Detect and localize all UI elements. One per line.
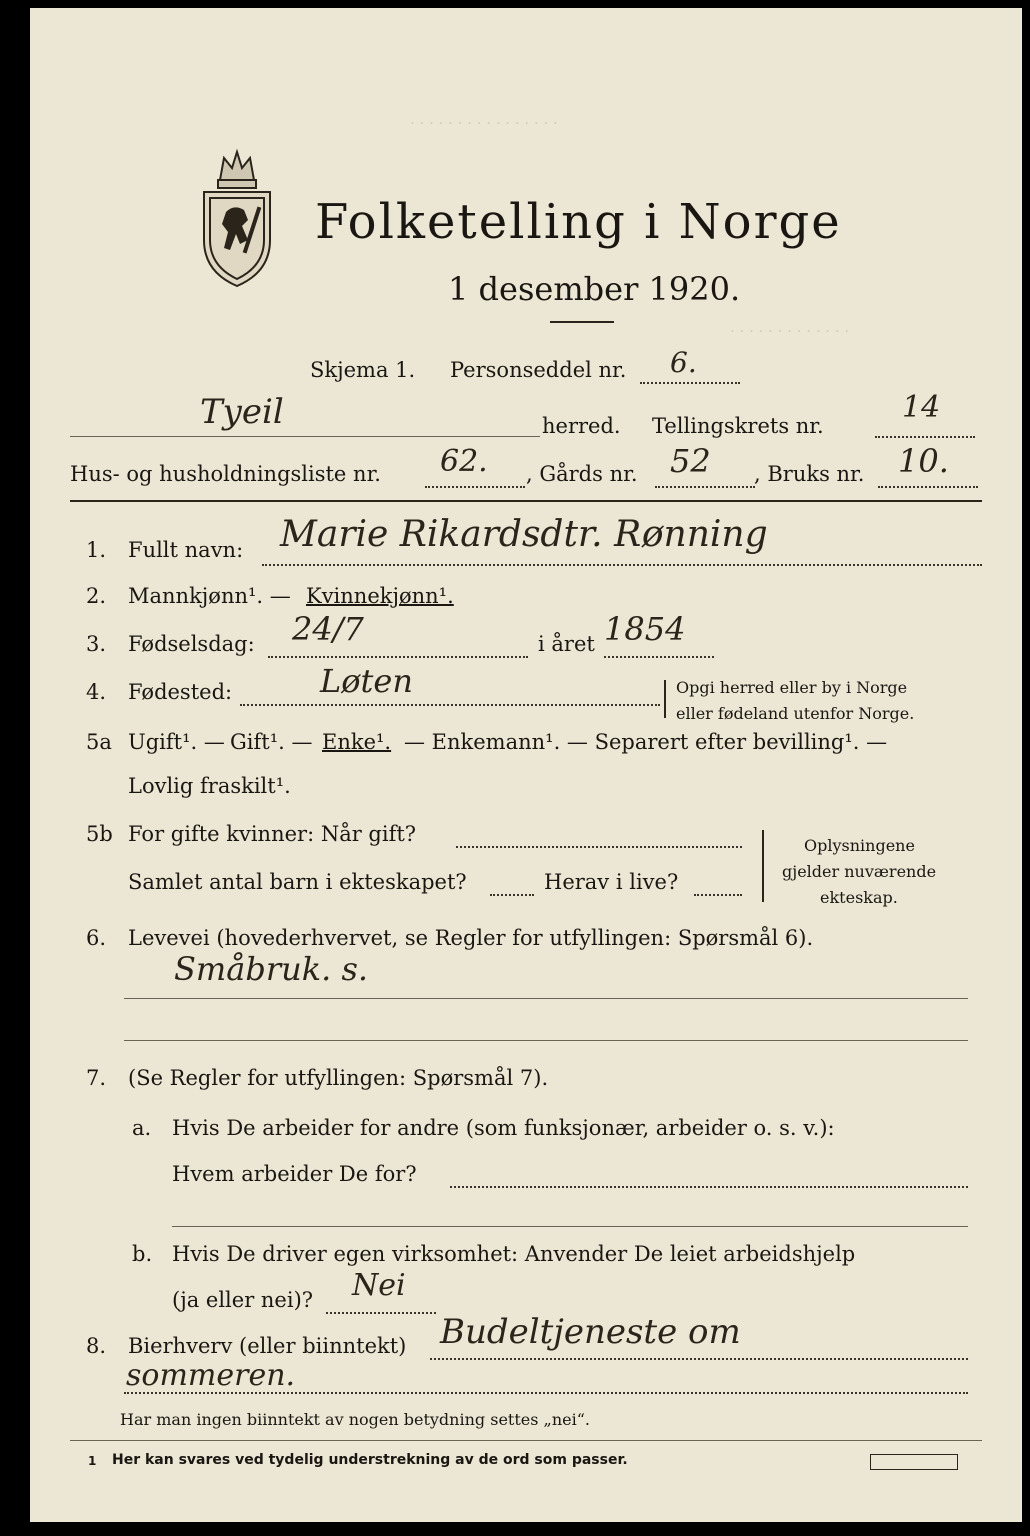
q5b-note-3: ekteskap. bbox=[820, 888, 898, 907]
q6-value: Småbruk. s. bbox=[174, 950, 369, 988]
tellingskrets-line bbox=[875, 436, 975, 438]
q7a-label: Hvis De arbeider for andre (som funksjonær, arbeider o. s. v.): bbox=[172, 1116, 835, 1140]
gards-line bbox=[655, 486, 755, 488]
q7-label: (Se Regler for utfyllingen: Spørsmål 7). bbox=[128, 1066, 549, 1090]
q3-year-value: 1854 bbox=[604, 610, 686, 648]
q4-line bbox=[240, 704, 660, 706]
q7-number: 7. bbox=[86, 1066, 107, 1090]
q2-number: 2. bbox=[86, 584, 107, 608]
q5b-note-bracket bbox=[762, 830, 764, 902]
q4-note-2: eller fødeland utenfor Norge. bbox=[676, 704, 915, 723]
q7a-letter: a. bbox=[132, 1116, 152, 1140]
q5a-ugift: Ugift¹. — bbox=[128, 730, 225, 754]
footnote-rule bbox=[70, 1440, 982, 1441]
coat-of-arms-icon bbox=[190, 140, 284, 290]
q6-label: Levevei (hovederhvervet, se Regler for utfyllingen: Spørsmål 6). bbox=[128, 926, 814, 950]
q1-value: Marie Rikardsdtr. Rønning bbox=[280, 514, 768, 555]
divider bbox=[550, 321, 614, 323]
q4-value: Løten bbox=[320, 662, 413, 700]
q4-number: 4. bbox=[86, 680, 107, 704]
herred-value: Tyeil bbox=[200, 392, 284, 432]
herred-line bbox=[70, 436, 540, 437]
q8-line bbox=[430, 1358, 968, 1360]
q5b-gift-line bbox=[456, 846, 742, 848]
q3-year-line bbox=[604, 656, 714, 658]
q3-number: 3. bbox=[86, 632, 107, 656]
q1-number: 1. bbox=[86, 538, 107, 562]
q7a-line bbox=[450, 1186, 968, 1188]
q8-line-2 bbox=[124, 1392, 968, 1394]
herred-label: herred. bbox=[542, 414, 621, 438]
q3-value: 24/7 bbox=[292, 610, 364, 648]
q4-note-1: Opgi herred eller by i Norge bbox=[676, 678, 908, 697]
gards-value: 52 bbox=[670, 442, 711, 480]
q6-number: 6. bbox=[86, 926, 107, 950]
q4-note-bracket bbox=[664, 680, 666, 718]
q7a-line2: Hvem arbeider De for? bbox=[172, 1162, 417, 1186]
q5b-line2: Samlet antal barn i ekteskapet? bbox=[128, 870, 467, 894]
personseddel-label: Personseddel nr. bbox=[450, 358, 627, 382]
form-title: Folketelling i Norge bbox=[315, 194, 842, 250]
printer-stamp bbox=[870, 1454, 958, 1470]
q7b-line2: (ja eller nei)? bbox=[172, 1288, 314, 1312]
q2-male: Mannkjønn¹. — bbox=[128, 584, 291, 608]
census-form bbox=[30, 8, 1022, 1522]
q7a-line-extra bbox=[172, 1226, 968, 1227]
footnote-mark: 1 bbox=[88, 1454, 97, 1468]
q1-line bbox=[262, 564, 982, 566]
q5b-herav: Herav i live? bbox=[544, 870, 679, 894]
q5b-note-2: gjelder nuværende bbox=[782, 862, 937, 881]
q8-note: Har man ingen biinntekt av nogen betydning settes „nei“. bbox=[120, 1410, 590, 1429]
q1-label: Fullt navn: bbox=[128, 538, 244, 562]
q8-value-1: Budeltjeneste om bbox=[440, 1312, 741, 1352]
header-rule bbox=[70, 500, 982, 502]
q5a-line2: Lovlig fraskilt¹. bbox=[128, 774, 291, 798]
q3-year-label: i året bbox=[538, 632, 595, 656]
q8-value-2: sommeren. bbox=[126, 1358, 296, 1393]
q6-line-2 bbox=[124, 1040, 968, 1041]
form-date: 1 desember 1920. bbox=[448, 270, 741, 308]
personseddel-value: 6. bbox=[670, 346, 697, 379]
skjema-label: Skjema 1. bbox=[310, 358, 416, 382]
q5b-label: For gifte kvinner: Når gift? bbox=[128, 822, 417, 846]
tellingskrets-value: 14 bbox=[902, 390, 941, 425]
q7b-label: Hvis De driver egen virksomhet: Anvender De leiet arbeidshjelp bbox=[172, 1242, 856, 1266]
q7b-letter: b. bbox=[132, 1242, 153, 1266]
tellingskrets-label: Tellingskrets nr. bbox=[652, 414, 824, 438]
q3-line bbox=[268, 656, 528, 658]
q2-female: Kvinnekjønn¹. bbox=[306, 584, 454, 608]
bleed-through: . . . . . . . . . . . . . . . . bbox=[410, 110, 558, 128]
q5b-note-1: Oplysningene bbox=[804, 836, 915, 855]
q5b-barn-line bbox=[490, 894, 534, 896]
q5a-gift: Gift¹. — bbox=[230, 730, 313, 754]
footnote-text: Her kan svares ved tydelig understrekning av de ord som passer. bbox=[112, 1452, 628, 1468]
bruks-line bbox=[878, 486, 978, 488]
bleed-through: . . . . . . . . . . . . . bbox=[730, 318, 850, 336]
q5b-number: 5b bbox=[86, 822, 113, 846]
hus-value: 62. bbox=[440, 444, 488, 479]
q6-line-1 bbox=[124, 998, 968, 999]
q4-label: Fødested: bbox=[128, 680, 233, 704]
q7b-line bbox=[326, 1312, 436, 1314]
q8-number: 8. bbox=[86, 1334, 107, 1358]
bruks-label: , Bruks nr. bbox=[754, 462, 865, 486]
q5a-enke: Enke¹. bbox=[322, 730, 392, 754]
personseddel-line bbox=[640, 382, 740, 384]
q5a-rest: — Enkemann¹. — Separert efter bevilling¹. — bbox=[404, 730, 888, 754]
hus-line bbox=[425, 486, 525, 488]
q5a-number: 5a bbox=[86, 730, 112, 754]
q7b-value: Nei bbox=[352, 1268, 406, 1303]
q5b-herav-line bbox=[694, 894, 742, 896]
hus-label: Hus- og husholdningsliste nr. bbox=[70, 462, 381, 486]
q8-label: Bierhverv (eller biinntekt) bbox=[128, 1334, 407, 1358]
gards-label: , Gårds nr. bbox=[526, 462, 638, 486]
bruks-value: 10. bbox=[898, 442, 949, 480]
q3-label: Fødselsdag: bbox=[128, 632, 255, 656]
